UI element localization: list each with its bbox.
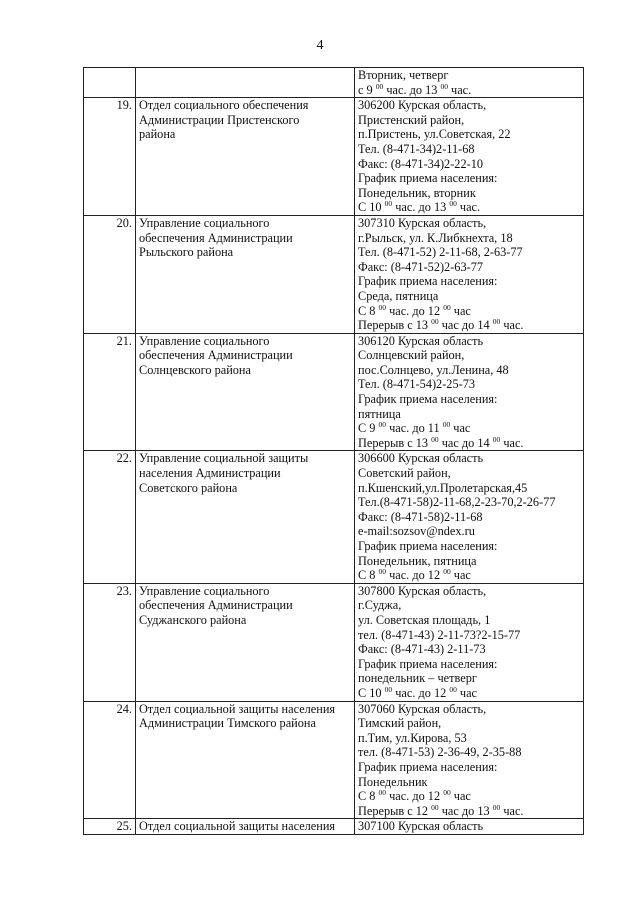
contact-details-line xyxy=(358,274,580,289)
contact-details-line xyxy=(358,524,580,539)
department-name-line: Управление социального xyxy=(139,583,270,598)
department-name-line: обеспечения Администрации xyxy=(139,598,293,613)
contact-details-line xyxy=(358,98,580,113)
contact-details-line xyxy=(358,83,580,98)
detail-text: Тел. (8-471-54)2-25-73 xyxy=(358,377,475,392)
contact-details-line xyxy=(358,642,580,657)
superscript-minutes: 00 xyxy=(375,81,384,91)
superscript-minutes: 00 xyxy=(442,420,451,430)
detail-text: Тел.(8-471-58)2-11-68,2-23-70,2-26-77 xyxy=(358,495,556,510)
detail-text: График приема населения: xyxy=(358,392,498,407)
department-name-cell xyxy=(136,701,355,819)
contact-details-cell xyxy=(355,583,584,701)
department-name-line: обеспечения Администрации xyxy=(139,348,293,363)
superscript-minutes: 00 xyxy=(443,302,451,312)
contact-details-cell xyxy=(355,98,584,216)
row-number: 19. xyxy=(84,98,136,216)
superscript-minutes: 00 xyxy=(378,302,386,312)
contact-details-line xyxy=(358,231,580,246)
page-number: 4 xyxy=(316,38,324,53)
department-name-line: населения Администрации xyxy=(139,466,281,481)
contact-details-line xyxy=(358,466,580,481)
contact-details-line xyxy=(358,127,580,142)
contact-details-line xyxy=(358,804,580,819)
superscript-minutes: 00 xyxy=(384,684,393,694)
contact-details-line xyxy=(358,451,580,466)
detail-text: С 10 xyxy=(358,685,385,700)
detail-text: График приема населения: xyxy=(358,171,498,186)
detail-text: График приема населения: xyxy=(358,759,498,774)
contact-details-line xyxy=(358,789,580,804)
detail-text: Перерыв с 13 xyxy=(358,318,432,333)
department-name-cell xyxy=(136,98,355,216)
contact-details-line xyxy=(358,819,580,834)
detail-text: e-mail:sozsov@ndex.ru xyxy=(358,524,475,539)
detail-text: График приема населения: xyxy=(358,656,498,671)
department-name-line: Управление социального xyxy=(139,333,270,348)
contact-details-line xyxy=(358,245,580,260)
detail-text: пятница xyxy=(358,406,401,421)
detail-text: с 9 xyxy=(358,82,376,97)
contact-details-line xyxy=(358,260,580,275)
contact-details-line xyxy=(358,113,580,128)
contact-details-line xyxy=(358,568,580,583)
detail-text: Вторник, четверг xyxy=(358,68,449,82)
contact-details-line xyxy=(358,186,580,201)
superscript-minutes: 00 xyxy=(431,802,439,812)
row-number: 25. xyxy=(84,819,136,835)
detail-text: час. до 12 xyxy=(386,568,444,583)
table-row xyxy=(84,333,584,451)
department-name-line: Управление социального xyxy=(139,215,270,230)
department-name-line: Отдел социальной защиты населения xyxy=(139,701,336,716)
detail-text: час. до 13 xyxy=(383,82,441,97)
detail-text: час. xyxy=(500,318,524,333)
detail-text: час. xyxy=(447,82,472,97)
contact-details-line xyxy=(358,348,580,363)
contact-details-line xyxy=(358,392,580,407)
contact-details-line xyxy=(358,731,580,746)
detail-text: час до 14 xyxy=(438,318,493,333)
contact-details-line xyxy=(358,481,580,496)
detail-text: С 10 xyxy=(358,200,385,215)
contact-details-cell xyxy=(355,451,584,583)
detail-text: С 8 xyxy=(358,789,379,804)
detail-text: С 8 xyxy=(358,568,379,583)
superscript-minutes: 00 xyxy=(384,199,393,209)
contact-details-line xyxy=(358,157,580,172)
row-number: 23. xyxy=(84,583,136,701)
detail-text: 307800 Курская область, xyxy=(358,583,487,598)
contact-details-line xyxy=(358,702,580,717)
contact-details-cell xyxy=(355,333,584,451)
detail-text: г.Суджа, xyxy=(358,598,402,613)
contact-details-line xyxy=(358,363,580,378)
detail-text: Понедельник xyxy=(358,774,428,789)
detail-text: час. до 12 xyxy=(386,789,444,804)
detail-text: 306120 Курская область xyxy=(358,333,484,348)
department-name-cell xyxy=(136,583,355,701)
department-name-line: Суджанского района xyxy=(139,612,247,627)
contact-details-line xyxy=(358,539,580,554)
detail-text: тел. (8-471-43) 2-11-73?2-15-77 xyxy=(358,627,521,642)
table-row xyxy=(84,98,584,216)
detail-text: Понедельник, пятница xyxy=(358,553,477,568)
detail-text: ул. Советская площадь, 1 xyxy=(358,612,491,627)
detail-text: п.Пристень, ул.Советская, 22 xyxy=(358,127,511,142)
detail-text: час. до 11 xyxy=(386,421,443,436)
contact-details-line xyxy=(358,628,580,643)
detail-text: Среда, пятница xyxy=(358,288,439,303)
detail-text: Тимский район, xyxy=(358,716,442,731)
contact-details-line xyxy=(358,598,580,613)
table-row xyxy=(84,583,584,701)
detail-text: час xyxy=(450,568,471,583)
superscript-minutes: 00 xyxy=(443,567,451,577)
contact-details-cell xyxy=(355,701,584,819)
detail-text: п.Кшенский,ул.Пролетарская,45 xyxy=(358,480,528,495)
detail-text: час. xyxy=(500,803,524,818)
department-name-cell xyxy=(136,333,355,451)
table-row xyxy=(84,701,584,819)
contact-details-line xyxy=(358,760,580,775)
detail-text: Пристенский район, xyxy=(358,112,465,127)
detail-text: Факс: (8-471-58)2-11-68 xyxy=(358,509,483,524)
table-row xyxy=(84,68,584,98)
contact-details-line xyxy=(358,613,580,628)
detail-text: С 9 xyxy=(358,421,379,436)
department-name-cell xyxy=(136,451,355,583)
detail-text: Перерыв с 13 xyxy=(358,435,432,450)
contact-details-cell xyxy=(355,68,584,98)
superscript-minutes: 00 xyxy=(431,317,439,327)
department-name-line: Администрации Тимского района xyxy=(139,716,316,731)
detail-text: час. xyxy=(500,435,524,450)
department-name-cell xyxy=(136,215,355,333)
contact-details-line xyxy=(358,171,580,186)
detail-text: 307310 Курская область, xyxy=(358,215,487,230)
detail-text: г.Рыльск, ул. К.Либкнехта, 18 xyxy=(358,230,513,245)
contact-details-line xyxy=(358,377,580,392)
superscript-minutes: 00 xyxy=(378,420,386,430)
superscript-minutes: 00 xyxy=(492,434,501,444)
superscript-minutes: 00 xyxy=(378,788,386,798)
department-name-line: Управление социальной защиты xyxy=(139,451,309,466)
contact-details-line xyxy=(358,584,580,599)
row-number: 21. xyxy=(84,333,136,451)
superscript-minutes: 00 xyxy=(443,788,451,798)
department-name-line: Рыльского района xyxy=(139,245,234,260)
detail-text: Тел. (8-471-52) 2-11-68, 2-63-77 xyxy=(358,245,523,260)
detail-text: 307100 Курская область xyxy=(358,819,484,834)
contact-details-line xyxy=(358,671,580,686)
contact-details-line xyxy=(358,745,580,760)
detail-text: График приема населения: xyxy=(358,539,498,553)
contact-details-line xyxy=(358,436,580,451)
detail-text: Перерыв с 12 xyxy=(358,803,432,818)
department-name-line: Солнцевского района xyxy=(139,362,251,377)
contact-details-line xyxy=(358,554,580,569)
department-name-line: Администрации Пристенского xyxy=(139,112,300,127)
detail-text: пос.Солнцево, ул.Ленина, 48 xyxy=(358,362,509,377)
contact-details-line xyxy=(358,68,580,83)
detail-text: час xyxy=(456,685,478,700)
detail-text: п.Тим, ул.Кирова, 53 xyxy=(358,730,467,745)
detail-text: Солнцевский район, xyxy=(358,348,465,363)
contact-details-cell xyxy=(355,819,584,835)
detail-text: 306600 Курская область xyxy=(358,451,484,466)
department-name-line: обеспечения Администрации xyxy=(139,230,293,245)
superscript-minutes: 00 xyxy=(378,567,386,577)
table-row xyxy=(84,215,584,333)
contact-details-line xyxy=(358,686,580,701)
department-name-line: района xyxy=(139,127,176,142)
detail-text: понедельник – четверг xyxy=(358,671,477,686)
contact-details-line xyxy=(358,216,580,231)
contact-details-line xyxy=(358,289,580,304)
contact-details-line xyxy=(358,304,580,319)
detail-text: час. до 12 xyxy=(392,685,450,700)
detail-text: Факс: (8-471-52)2-63-77 xyxy=(358,259,483,274)
detail-text: График приема населения: xyxy=(358,274,498,289)
superscript-minutes: 00 xyxy=(440,81,448,91)
detail-text: С 8 xyxy=(358,303,379,318)
superscript-minutes: 00 xyxy=(431,434,439,444)
department-name-line: Отдел социального обеспечения xyxy=(139,98,309,113)
contact-details-line xyxy=(358,200,580,215)
contact-details-line xyxy=(358,334,580,349)
detail-text: Факс: (8-471-34)2-22-10 xyxy=(358,156,483,171)
table-row xyxy=(84,451,584,583)
row-number: 22. xyxy=(84,451,136,583)
contact-details-line xyxy=(358,716,580,731)
detail-text: час до 14 xyxy=(438,435,493,450)
detail-text: час. до 12 xyxy=(386,303,444,318)
detail-text: 307060 Курская область, xyxy=(358,701,487,716)
department-name-line: Отдел социальной защиты населения xyxy=(139,819,336,834)
detail-text: Понедельник, вторник xyxy=(358,185,476,200)
contact-details-line xyxy=(358,510,580,525)
departments-table xyxy=(83,67,584,835)
detail-text: час до 13 xyxy=(438,803,493,818)
table-row xyxy=(84,819,584,835)
contact-details-line xyxy=(358,775,580,790)
contact-details-line xyxy=(358,495,580,510)
row-number xyxy=(84,68,136,98)
contact-details-line xyxy=(358,407,580,422)
contact-details-cell xyxy=(355,215,584,333)
department-name-line: Советского района xyxy=(139,480,238,495)
contact-details-line xyxy=(358,142,580,157)
superscript-minutes: 00 xyxy=(449,684,457,694)
contact-details-line xyxy=(358,421,580,436)
detail-text: час xyxy=(450,789,471,804)
detail-text: Факс: (8-471-43) 2-11-73 xyxy=(358,642,486,657)
superscript-minutes: 00 xyxy=(449,199,457,209)
detail-text: тел. (8-471-53) 2-36-49, 2-35-88 xyxy=(358,745,522,760)
superscript-minutes: 00 xyxy=(492,802,501,812)
detail-text: Тел. (8-471-34)2-11-68 xyxy=(358,141,475,156)
detail-text: Советский район, xyxy=(358,466,451,481)
detail-text: час xyxy=(450,421,471,436)
contact-details-line xyxy=(358,318,580,333)
table-body xyxy=(84,68,584,835)
row-number: 24. xyxy=(84,701,136,819)
row-number: 20. xyxy=(84,215,136,333)
detail-text: 306200 Курская область, xyxy=(358,98,487,113)
department-name-cell xyxy=(136,68,355,98)
department-name-cell xyxy=(136,819,355,835)
detail-text: час xyxy=(450,303,471,318)
detail-text: час. до 13 xyxy=(392,200,450,215)
contact-details-line xyxy=(358,657,580,672)
detail-text: час. xyxy=(456,200,481,215)
superscript-minutes: 00 xyxy=(492,317,501,327)
